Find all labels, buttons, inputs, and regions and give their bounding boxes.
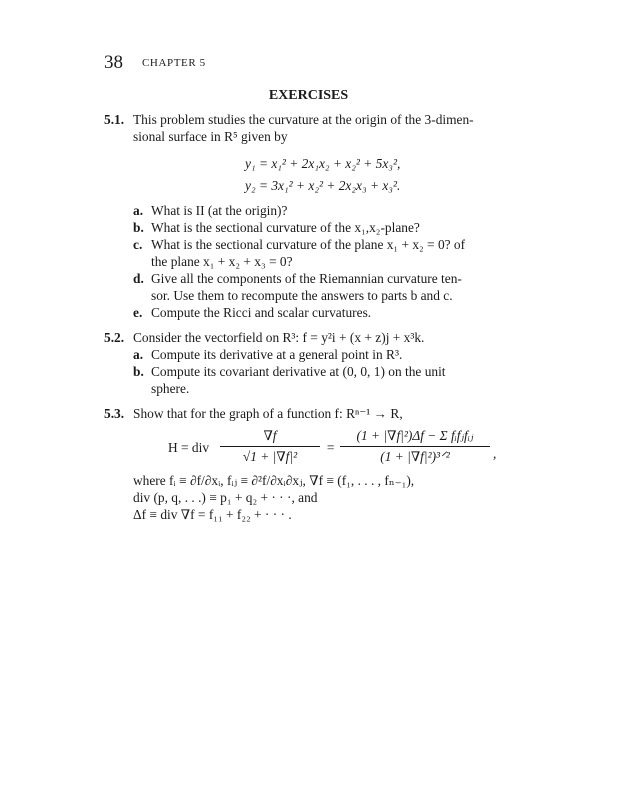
exercise-5-1-item [133, 221, 420, 234]
exercises-title: EXERCISES [268, 88, 349, 103]
exercise-5-2-item [133, 382, 189, 395]
exercise-5-2-item [133, 348, 402, 361]
page-number: 38 [104, 52, 123, 73]
equation-y1: y₁ = x₁² + 2x₁x₂ + x₂² + 5x₃², [245, 156, 401, 171]
item-text: What is II (at the origin)? [151, 203, 288, 218]
item-label: a. [133, 203, 144, 218]
definition-line-3: Δf ≡ div ∇f = f₁₁ + f₂₂ + · · · . [133, 507, 292, 522]
item-text: sor. Use them to recompute the answers to parts b and c. [151, 288, 453, 303]
exercise-5-3-intro: Show that for the graph of a function f: Rⁿ⁻¹ → R, [133, 406, 403, 421]
exercise-5-1-intro-line-2: sional surface in R⁵ given by [133, 129, 288, 144]
item-label: b. [133, 364, 144, 379]
equation-comma: , [493, 446, 497, 461]
fraction-bar [220, 446, 320, 447]
item-label: e. [133, 305, 143, 320]
exercise-5-1-item [133, 289, 453, 302]
item-text: Compute its covariant derivative at (0, 0, 1) on the unit [151, 364, 446, 379]
fraction-denominator: √1 + |∇f|² [242, 449, 298, 464]
exercise-5-1-item [133, 306, 371, 319]
definition-line-2: div (p, q, . . .) ≡ p₁ + q₂ + · · ·, and [133, 490, 318, 505]
equation-y2: y₂ = 3x₁² + x₂² + 2x₂x₃ + x₃². [245, 178, 401, 193]
item-text: Compute its derivative at a general point in R³. [151, 347, 403, 362]
item-text: What is the sectional curvature of the x₁,x₂-plane? [151, 220, 420, 235]
item-text: Give all the components of the Riemannian curvature ten- [151, 271, 462, 286]
exercise-5-1-item [133, 255, 293, 268]
item-text: Compute the Ricci and scalar curvatures. [151, 305, 372, 320]
item-text: What is the sectional curvature of the plane x₁ + x₂ = 0? of [151, 237, 466, 252]
chapter-heading: CHAPTER 5 [142, 57, 206, 69]
fraction-numerator: (1 + |∇f|²)Δf − Σ fᵢfⱼfᵢⱼ [356, 428, 474, 443]
item-text: sphere. [151, 381, 190, 396]
fraction-bar [340, 446, 490, 447]
fraction-numerator: ∇f [263, 428, 277, 443]
item-label: a. [133, 347, 144, 362]
exercise-5-1-number: 5.1. [104, 112, 125, 127]
definition-line-1: where fᵢ ≡ ∂f/∂xᵢ, fᵢⱼ ≡ ∂²f/∂xᵢ∂xⱼ, ∇f ≡ (f₁, . . . , fₙ₋₁), [133, 473, 415, 488]
item-label: d. [133, 271, 144, 286]
fraction-denominator: (1 + |∇f|²)³ᐟ² [380, 449, 450, 464]
exercise-5-1-item [133, 204, 287, 217]
item-label: b. [133, 220, 144, 235]
fraction-grad-over-root [220, 428, 320, 465]
exercise-5-1-intro-line-1: This problem studies the curvature at the origin of the 3-dimen- [133, 112, 474, 127]
equals-sign: = [326, 440, 336, 455]
item-text: the plane x₁ + x₂ + x₃ = 0? [151, 254, 293, 269]
item-label: c. [133, 237, 143, 252]
exercise-5-2-item [133, 365, 446, 378]
mean-curvature-lhs: H = div [168, 440, 210, 455]
exercise-5-1-item [133, 272, 462, 285]
fraction-mean-curvature [340, 428, 490, 465]
exercise-5-3-number: 5.3. [104, 406, 125, 421]
exercise-5-2-intro: Consider the vectorfield on R³: f = y²i + (x + z)j + x³k. [133, 330, 425, 345]
exercise-5-1-item [133, 238, 465, 251]
exercise-5-2-number: 5.2. [104, 330, 125, 345]
